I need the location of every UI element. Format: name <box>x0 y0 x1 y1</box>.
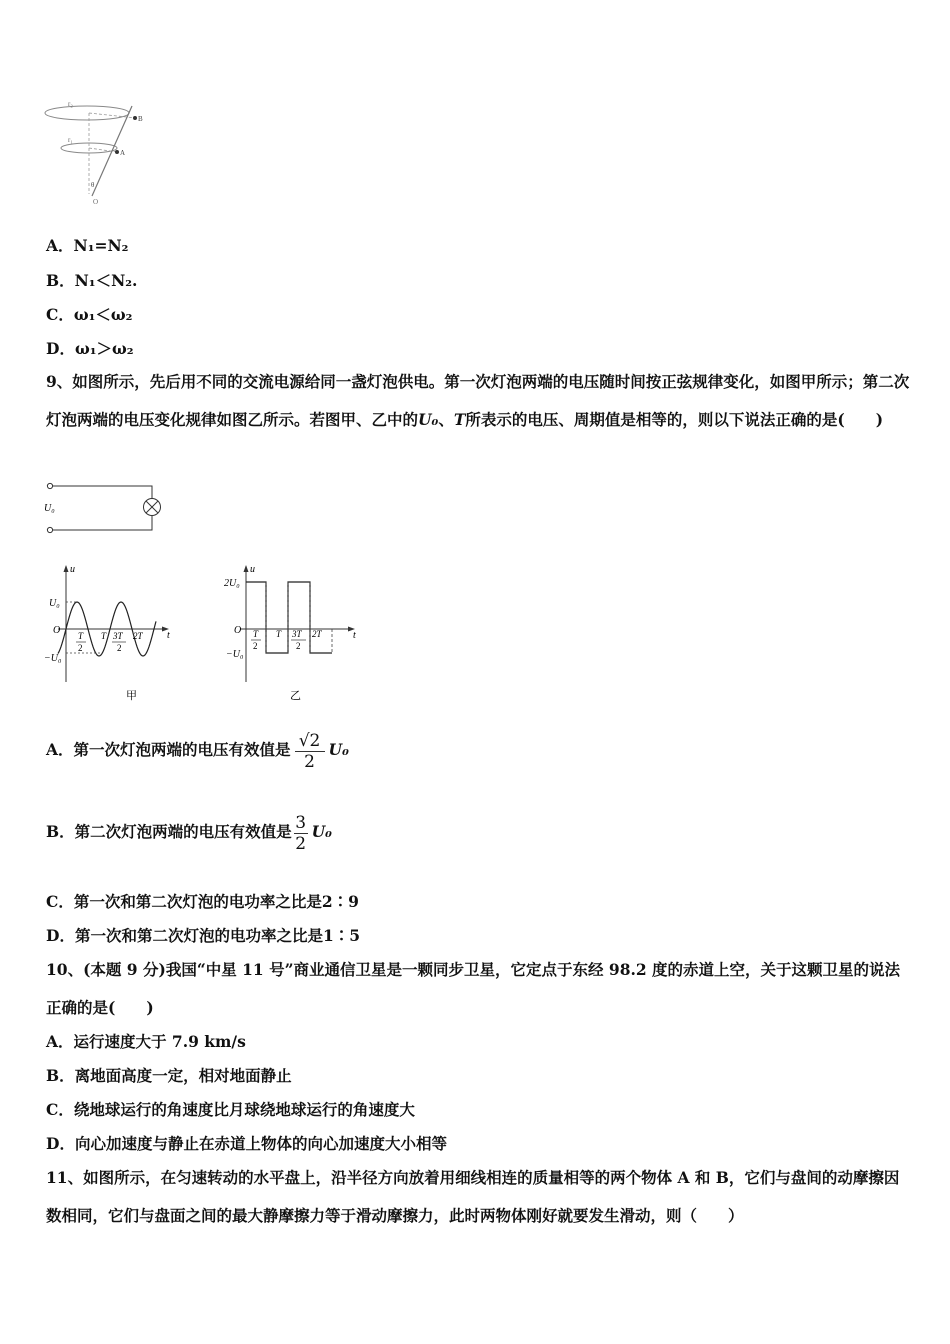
svg-text:t: t <box>167 630 170 641</box>
cone-figure <box>40 96 150 208</box>
square-wave <box>246 582 332 653</box>
q9-option-d: D．第一次和第二次灯泡的电功率之比是1∶5 <box>46 926 361 945</box>
svg-text:u: u <box>70 564 75 575</box>
q9-option-c: C．第一次和第二次灯泡的电功率之比是2∶9 <box>46 892 359 911</box>
svg-text:O: O <box>53 625 61 636</box>
circuit-u0-label: U₀ <box>44 503 55 514</box>
q8-option-d: D．ω₁＞ω₂ <box>46 339 134 358</box>
label-A: A <box>120 149 126 157</box>
svg-text:T: T <box>253 629 259 639</box>
svg-text:T: T <box>78 631 84 641</box>
q10-option-d: D．向心加速度与静止在赤道上物体的向心加速度大小相等 <box>46 1134 447 1153</box>
q9-option-a: A．第一次灯泡两端的电压有效值是 $\frac{√2}{2}$ U₀ <box>46 730 349 772</box>
upper-orbit <box>45 106 129 120</box>
svg-text:O: O <box>234 625 242 636</box>
svg-text:u: u <box>250 564 255 575</box>
svg-text:2: 2 <box>296 641 301 651</box>
label-r1: r₁ <box>68 136 73 144</box>
svg-text:2: 2 <box>117 643 122 653</box>
graph-yi <box>222 562 372 706</box>
svg-text:2: 2 <box>253 641 258 651</box>
q8-option-a: A．N₁=N₂ <box>46 236 129 255</box>
svg-text:2T: 2T <box>133 631 143 641</box>
caption-yi: 乙 <box>290 690 301 702</box>
q9-question: 9、如图所示，先后用不同的交流电源给同一盏灯泡供电。第一次灯泡两端的电压随时间按正弦规律变化，如图甲所示；第二次灯泡两端的电压变化规律如图乙所示。若图甲、乙中的U₀、T所表示的电压、周期值是相等的，则以下说法正确的是( ) <box>46 372 910 429</box>
q10-option-c: C．绕地球运行的角速度比月球绕地球运行的角速度大 <box>46 1100 415 1119</box>
q10-option-a: A．运行速度大于 7.9 km/s <box>46 1032 246 1051</box>
svg-text:2U₀: 2U₀ <box>224 578 240 589</box>
q8-option-b: B．N₁＜N₂. <box>46 271 138 290</box>
svg-text:T: T <box>276 629 282 639</box>
label-B: B <box>138 115 143 123</box>
fraction-sqrt2-over-2: $\frac{√2}{2}$ <box>295 731 325 772</box>
label-theta: θ <box>91 181 95 189</box>
label-O: O <box>93 198 99 206</box>
q10-question: 10、(本题 9 分)我国“中星 11 号”商业通信卫星是一颗同步卫星，它定点于东经 98.2 度的赤道上空，关于这颗卫星的说法正确的是( ) <box>46 960 901 1017</box>
fraction-3-over-2: $\frac{3}{2}$ <box>295 812 307 854</box>
svg-text:2: 2 <box>78 643 83 653</box>
svg-text:t: t <box>353 630 356 641</box>
svg-text:−U₀: −U₀ <box>44 653 62 664</box>
label-r2: r₂ <box>68 100 73 108</box>
q8-option-c: C．ω₁＜ω₂ <box>46 305 133 324</box>
svg-text:T: T <box>101 631 107 641</box>
q9-option-b: B．第二次灯泡两端的电压有效值是 $\frac{3}{2}$ U₀ <box>46 812 332 854</box>
svg-text:−U₀: −U₀ <box>226 649 244 660</box>
circuit-diagram <box>40 478 170 540</box>
svg-text:3T: 3T <box>292 629 302 639</box>
svg-text:2T: 2T <box>312 629 322 639</box>
caption-jia: 甲 <box>126 690 137 702</box>
q10-option-b: B．离地面高度一定，相对地面静止 <box>46 1066 292 1085</box>
lamp-icon <box>144 499 161 516</box>
svg-text:3T: 3T <box>113 631 123 641</box>
q11-question: 11、如图所示，在匀速转动的水平盘上，沿半径方向放着用细线相连的质量相等的两个物体 A 和 B，它们与盘间的动摩擦因数相同，它们与盘面之间的最大静摩擦力等于滑动摩擦力，此时两物体刚好就要发生滑动，则（ ） <box>46 1168 900 1225</box>
graph-jia <box>40 562 190 706</box>
svg-text:U₀: U₀ <box>49 598 60 609</box>
